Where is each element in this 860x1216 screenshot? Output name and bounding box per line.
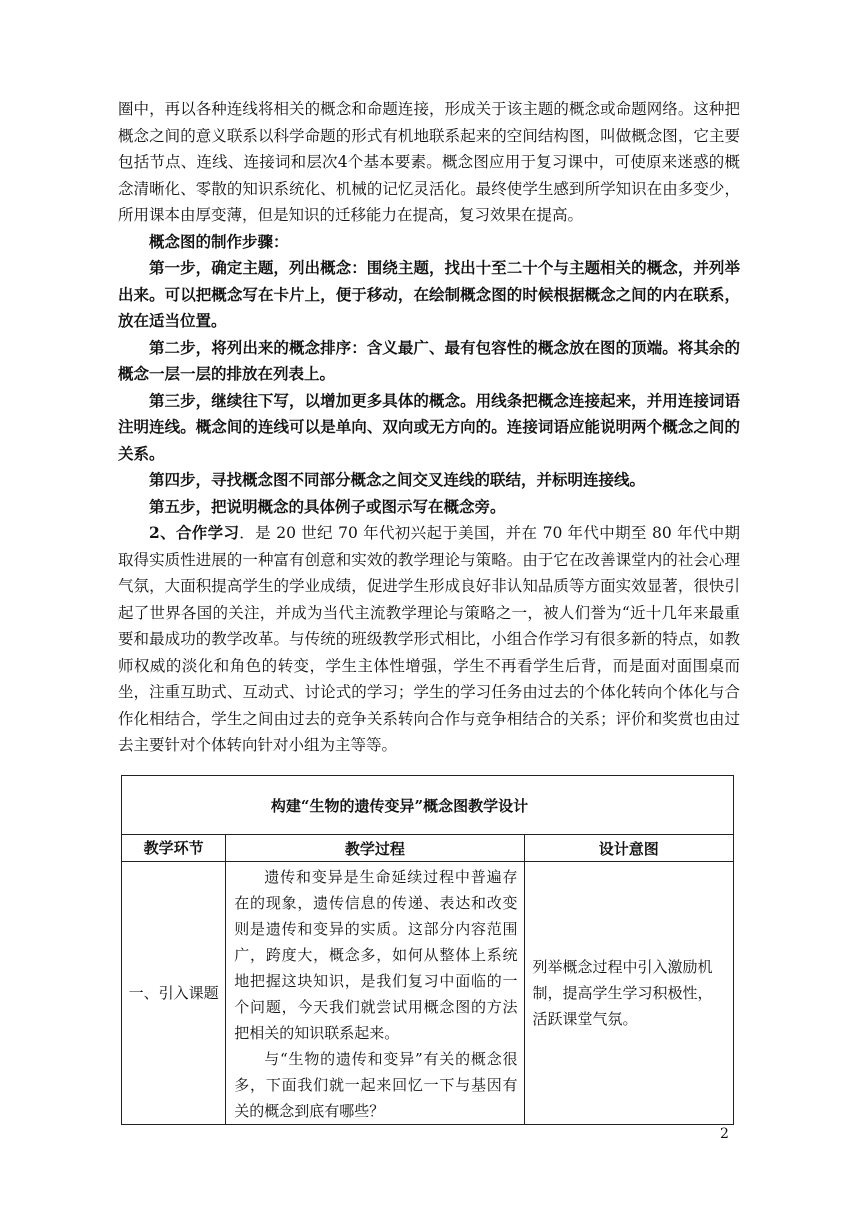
header-stage: 教学环节 [122, 835, 226, 862]
table-header-row [122, 835, 734, 862]
coop-heading: 2、合作学习 [149, 523, 240, 542]
step-2: 第二步，将列出来的概念排序：含义最广、最有包容性的概念放在图的顶端。将其余的概念一层一层的排放在列表上。 [118, 337, 740, 383]
header-intent: 设计意图 [524, 835, 733, 862]
header-process: 教学过程 [226, 835, 524, 862]
body-text [118, 96, 740, 759]
process-cell [226, 862, 524, 1125]
coop-paragraph [118, 520, 740, 759]
step-4: 第四步，寻找概念图不同部分概念之间交叉连线的联结，并标明连接线。 [149, 470, 646, 489]
table-row [122, 862, 734, 1125]
intent-cell: 列举概念过程中引入激励机制，提高学生学习积极性，活跃课堂气氛。 [524, 862, 733, 1125]
step-5: 第五步，把说明概念的具体例子或图示写在概念旁。 [149, 496, 506, 516]
process-paragraph-2: 与“生物的遗传和变异”有关的概念很多，下面我们就一起来回忆一下与基因有关的概念到底有哪些？ [234, 1050, 518, 1120]
step-1: 第一步，确定主题，列出概念：围绕主题，找出十至二十个与主题相关的概念，并列举出来。可以把概念写在卡片上，便于移动，在绘制概念图的时候根据概念之间的内在联系，放在适当位置。 [118, 258, 740, 330]
teaching-design-table [121, 775, 734, 1125]
table-title: 构建“生物的遗传变异”概念图教学设计 [122, 776, 734, 835]
intro-paragraph: 圈中，再以各种连线将相关的概念和命题连接，形成关于该主题的概念或命题网络。这种把概念之间的意义联系以科学命题的形式有机地联系起来的空间结构图，叫做概念图，它主要包括节点、连线、连接词和层次4个基本要素。概念图应用于复习课中，可使原来迷惑的概念清晰化、零散的知识系统化、机械的记忆灵活化。最终使学生感到所学知识在由多变少，所用课本由厚变薄，但是知识的迁移能力在提高，复习效果在提高。 [118, 100, 740, 224]
page-number: 2 [720, 1126, 729, 1142]
steps-heading: 概念图的制作步骤： [149, 231, 289, 251]
step-3: 第三步，继续往下写，以增加更多具体的概念。用线条把概念连接起来，并用连接词语注明连线。概念间的连线可以是单向、双向或无方向的。连接词语应能说明两个概念之间的关系。 [118, 390, 740, 463]
coop-text: ．是 20 世纪 70 年代初兴起于美国，并在 70 年代中期至 80 年代中期取得实质性进展的一种富有创意和实效的教学理论与策略。由于它在改善课堂内的社会心理气氛，大面积提高学生的学业成绩，促进学生形成良好非认知品质等方面实效显著，很快引起了世界各国的关注，并成为当代主流教学理论与策略之一，被人们誉为“近十几年来最重要和最成功的教学改革。与传统的班级教学形式相比，小组合作学习有很多新的特点，如教师权威的淡化和角色的转变，学生主体性增强，学生不再看学生后背，而是面对面围桌而坐，注重互助式、互动式、讨论式的学习；学生的学习任务由过去的个体化转向个体化与合作化相结合，学生之间由过去的竞争关系转向合作与竞争相结合的关系；评价和奖赏也由过去主要针对个体转向针对小组为主等等。 [118, 524, 740, 754]
process-paragraph-1: 遗传和变异是生命延续过程中普遍存在的现象，遗传信息的传递、表达和改变则是遗传和变异的实质。这部分内容范围广，跨度大，概念多，如何从整体上系统地把握这块知识，是我们复习中面临的一个问题，今天我们就尝试用概念图的方法把相关的知识联系起来。 [234, 868, 518, 1042]
stage-cell: 一、引入课题 [122, 862, 226, 1125]
